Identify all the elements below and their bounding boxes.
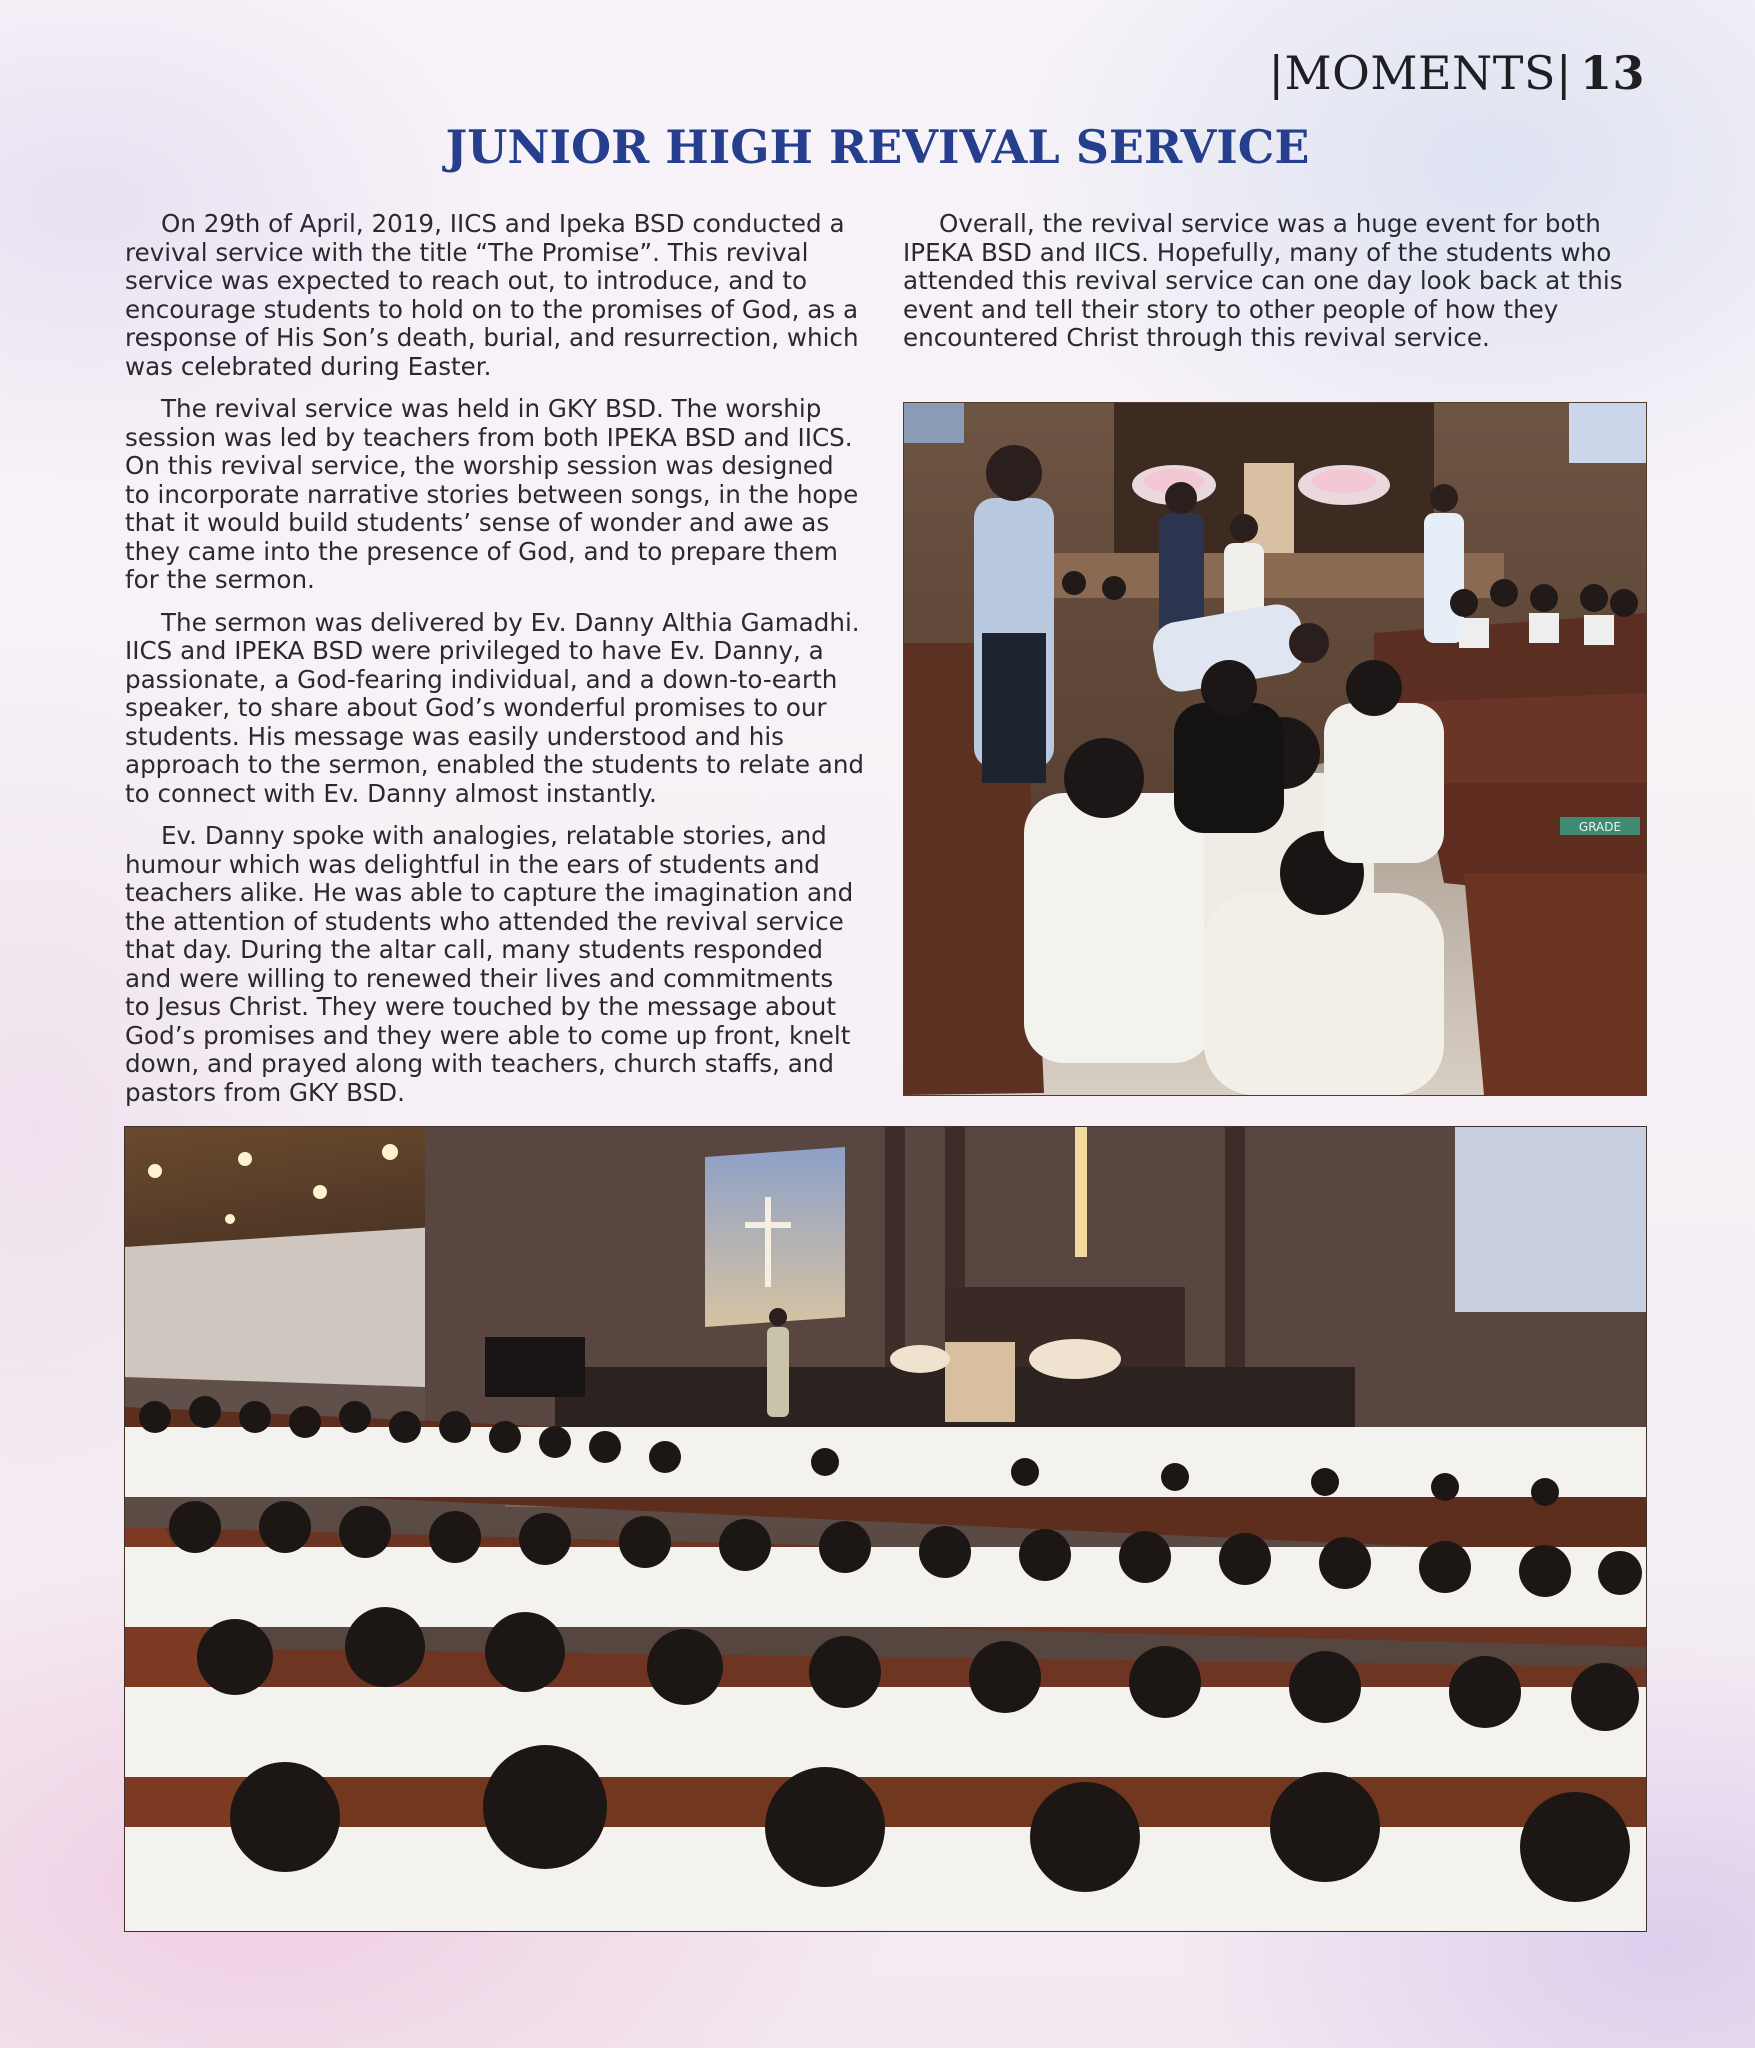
section-label: |MOMENTS| bbox=[1268, 46, 1572, 100]
grade-sign-text: GRADE bbox=[1578, 820, 1622, 834]
article-column-right bbox=[903, 210, 1643, 367]
paragraph-intro: On 29th of April, 2019, IICS and Ipeka BSD conducted a revival service with the title “The Promise”. This revival service was expected to reach out, to introduce, and to encourage students to hold on to the promises of God, as a response of His Son’s death, burial, and resurrection, which was celebrated during Easter. bbox=[125, 209, 859, 381]
article-title: JUNIOR HIGH REVIVAL SERVICE bbox=[445, 120, 1310, 174]
paragraph-sermon: The sermon was delivered by Ev. Danny Althia Gamadhi. IICS and IPEKA BSD were privileged to have Ev. Danny, a passionate, a God-fearing individual, and a down-to-earth speaker, to share about God’s wonderful promises to our students. His message was easily understood and his approach to the sermon, enabled the students to relate and to connect with Ev. Danny almost instantly. bbox=[125, 607, 865, 808]
paragraph-altar-call: Ev. Danny spoke with analogies, relatable stories, and humour which was delightful in the ears of students and teachers alike. He was able to capture the imagination and the attention of students who attended the revival service that day. During the altar call, many students responded and were willing to renewed their lives and commitments to Jesus Christ. They were touched by the message about God’s promises and they were able to come up front, knelt down, and prayed along with teachers, church staffs, and pastors from GKY BSD. bbox=[125, 821, 854, 1107]
photo-auditorium bbox=[124, 1126, 1647, 1932]
article-column-left bbox=[125, 210, 865, 1121]
page-number: 13 bbox=[1579, 46, 1645, 100]
photo-altar-call bbox=[903, 402, 1647, 1096]
page-header bbox=[1269, 46, 1645, 100]
photo-students-kneeling-at-altar-icon bbox=[904, 403, 1646, 1095]
paragraph-conclusion: Overall, the revival service was a huge event for both IPEKA BSD and IICS. Hopefully, many of the students who attended this revival service can one day look back at this event and tell their story to other people of how they encountered Christ through this revival service. bbox=[903, 209, 1623, 352]
photo-students-seated-in-auditorium-icon bbox=[125, 1127, 1646, 1931]
paragraph-worship: The revival service was held in GKY BSD. The worship session was led by teachers from both IPEKA BSD and IICS. On this revival service, the worship session was designed to incorporate narrative stories between songs, in the hope that it would build students’ sense of wonder and awe as they came into the presence of God, and to prepare them for the sermon. bbox=[125, 394, 859, 594]
